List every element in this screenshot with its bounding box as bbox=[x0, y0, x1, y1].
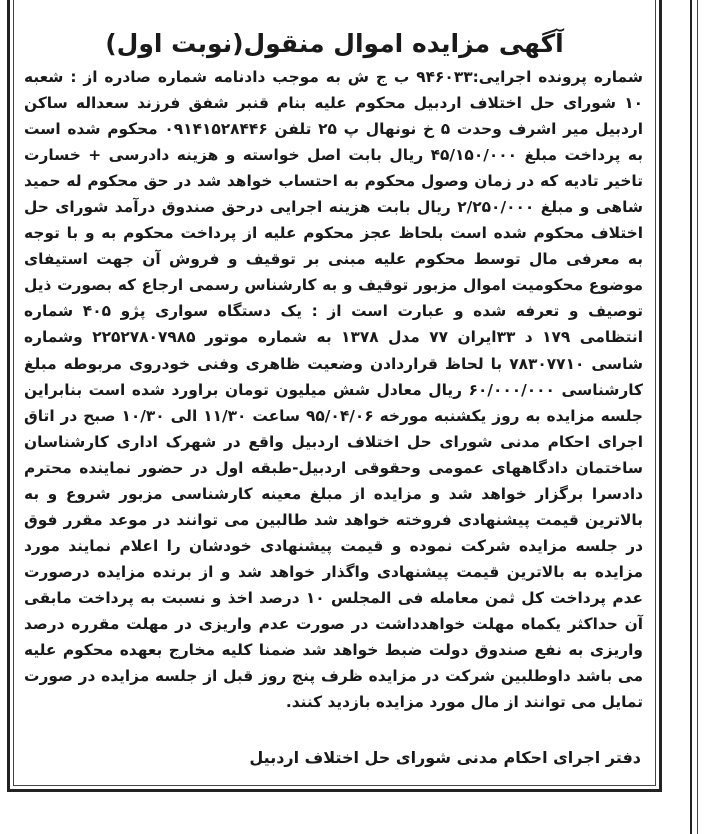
notice-frame bbox=[7, 0, 662, 792]
notice-body: شماره پرونده اجرایی:۹۴۶۰۳۳ ب ج ش به موجب دادنامه شماره صادره از : شعبه ۱۰ شورای حل اختلاف اردبیل محکوم علیه بنام قنبر شفق فرزند سعداله ساکن اردبیل میر اشرف وحدت ۵ خ نونهال پ ۲۵ تلفن ۰۹۱۴۱۵۲۸۴۴۶ محکوم شده است به پرداخت مبلغ ۴۵/۱۵۰/۰۰۰ ریال بابت اصل خواسته و هزینه دادرسی + خسارت تاخیر تادیه که در زمان وصول محکوم به احتساب خواهد شد در حق محکوم له حمید شاهی و مبلغ ۲/۲۵۰/۰۰۰ ریال بابت هزینه اجرایی درحق صندوق درآمد شورای حل اختلاف محکوم شده است بلحاظ عجز محکوم علیه از پرداخت محکوم به و با توجه به معرفی مال توسط محکوم علیه مبنی بر توقیف و فروش آن جهت استیفای موضوع محکومیت اموال مزبور توقیف و به کارشناس رسمی ارجاع که بصورت ذیل توصیف و تعرفه شده و عبارت است از : یک دستگاه سواری پژو ۴۰۵ شماره انتظامی ۱۷۹ د ۳۳ایران ۷۷ مدل ۱۳۷۸ به شماره موتور ۲۲۵۲۷۸۰۷۹۸۵ وشماره شاسی ۷۸۳۰۷۷۱۰ با لحاظ قراردادن وضعیت ظاهری وفنی خودروی مربوطه مبلغ کارشناسی ۶۰/۰۰۰/۰۰۰ ریال معادل شش میلیون تومان براورد شده است بنابراین جلسه مزایده به روز یکشنبه مورخه ۹۵/۰۴/۰۶ ساعت ۱۱/۳۰ الی ۱۰/۳۰ صبح در اتاق اجرای احکام مدنی شورای حل اختلاف اردبیل واقع در شهرک اداری کارشناسان ساختمان دادگاههای عمومی وحقوقی اردبیل-طبقه اول در حضور نماینده محترم دادسرا برگزار خواهد شد و مزایده از مبلغ معینه کارشناسی مزبور شروع و به بالاترین قیمت پیشنهادی فروخته خواهد شد طالبین می توانند در موعد مقرر فوق در جلسه مزایده شرکت نموده و قیمت پیشنهادی خودشان را اعلام نمایند مورد مزایده به بالاترین قیمت پیشنهادی واگذار خواهد شد و از برنده مزایده درصورت عدم پرداخت کل ثمن معامله فی المجلس ۱۰ درصد اخذ و نسبت به پرداخت مابقی آن حداکثر یکماه مهلت خواهدداشت در صورت عدم واریزی در مهلت مقرره درصد واریزی به نفع صندوق دولت ضبط خواهد شد ضمنا کلیه مخارج بعهده محکوم علیه می باشد داوطلبین شرکت در مزایده ظرف پنج روز قبل از جلسه مزایده در صورت تمایل می توانند از مال مورد مزایده بازدید کنند. bbox=[24, 68, 643, 712]
column-rule-secondary bbox=[697, 0, 698, 834]
notice-title: آگهی مزایده اموال منقول(نوبت اول) bbox=[105, 29, 564, 58]
column-rule bbox=[690, 0, 692, 834]
notice-signature: دفتر اجرای احکام مدنی شورای حل اختلاف اردبیل bbox=[249, 748, 641, 767]
